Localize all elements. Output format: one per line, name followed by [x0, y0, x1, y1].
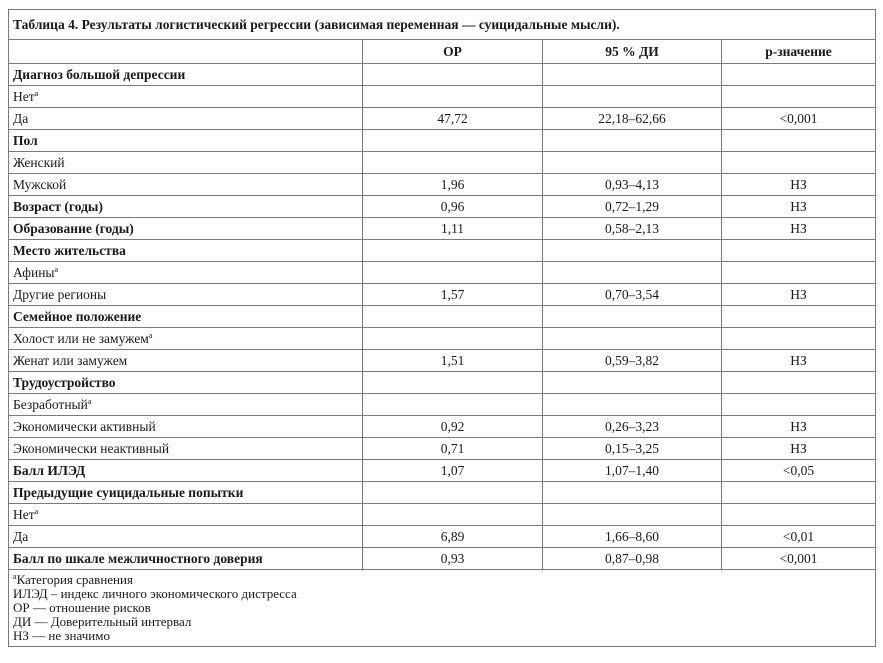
row-label: [9, 152, 363, 174]
odds-ratio-cell: 1,96: [363, 174, 543, 196]
odds-ratio-cell: [363, 262, 543, 284]
logistic-regression-table: [8, 9, 876, 647]
confidence-interval-cell: 1,07–1,40: [543, 460, 722, 482]
p-value-cell: [722, 64, 876, 86]
reference-category-marker: a: [34, 89, 39, 98]
footnote-text: ОР — отношение рисков: [13, 600, 151, 615]
table-row: [9, 240, 876, 262]
row-label-text: Безработный: [13, 397, 88, 412]
confidence-interval-cell: [543, 86, 722, 108]
table-row: [9, 482, 876, 504]
footnote-text: ИЛЭД – индекс личного экономического дистресса: [13, 586, 297, 601]
table-notes: [9, 570, 876, 647]
row-label-text: Нет: [13, 507, 35, 522]
confidence-interval-cell: 0,15–3,25: [543, 438, 722, 460]
odds-ratio-cell: 1,57: [363, 284, 543, 306]
row-label: [9, 372, 363, 394]
row-label: [9, 284, 363, 306]
row-label-text: Мужской: [13, 177, 67, 192]
odds-ratio-cell: [363, 306, 543, 328]
row-label-text: Балл по шкале межличностного доверия: [13, 551, 263, 566]
confidence-interval-cell: 1,66–8,60: [543, 526, 722, 548]
table-row: [9, 394, 876, 416]
odds-ratio-cell: [363, 504, 543, 526]
row-label-text: Предыдущие суицидальные попытки: [13, 485, 244, 500]
p-value-cell: <0,001: [722, 108, 876, 130]
row-label: [9, 526, 363, 548]
p-value-cell: НЗ: [722, 416, 876, 438]
p-value-cell: НЗ: [722, 174, 876, 196]
header-empty: [9, 40, 363, 64]
confidence-interval-cell: 22,18–62,66: [543, 108, 722, 130]
odds-ratio-cell: 1,11: [363, 218, 543, 240]
p-value-cell: [722, 482, 876, 504]
odds-ratio-cell: 0,71: [363, 438, 543, 460]
p-value-cell: НЗ: [722, 438, 876, 460]
confidence-interval-cell: 0,87–0,98: [543, 548, 722, 570]
confidence-interval-cell: [543, 372, 722, 394]
table-row: [9, 174, 876, 196]
row-label: [9, 394, 363, 416]
table-body: [9, 64, 876, 570]
odds-ratio-cell: 0,96: [363, 196, 543, 218]
odds-ratio-cell: [363, 372, 543, 394]
row-label-text: Пол: [13, 133, 38, 148]
row-label: [9, 438, 363, 460]
table-caption: Таблица 4. Результаты логистический регрессии (зависимая переменная — суицидальные мысли).: [9, 10, 876, 40]
row-label-text: Женский: [13, 155, 65, 170]
odds-ratio-cell: [363, 394, 543, 416]
caption-row: [9, 10, 876, 40]
row-label-text: Другие регионы: [13, 287, 107, 302]
table-row: [9, 504, 876, 526]
p-value-cell: <0,01: [722, 526, 876, 548]
footnote: [13, 573, 871, 587]
row-label: [9, 460, 363, 482]
table-row: [9, 86, 876, 108]
confidence-interval-cell: [543, 504, 722, 526]
confidence-interval-cell: 0,58–2,13: [543, 218, 722, 240]
row-label: [9, 86, 363, 108]
table-row: [9, 196, 876, 218]
header-ci: 95 % ДИ: [543, 40, 722, 64]
header-or: ОР: [363, 40, 543, 64]
p-value-cell: [722, 86, 876, 108]
row-label: [9, 548, 363, 570]
row-label: [9, 306, 363, 328]
notes-row: [9, 570, 876, 647]
p-value-cell: НЗ: [722, 350, 876, 372]
p-value-cell: НЗ: [722, 284, 876, 306]
header-p-value: p-значение: [722, 40, 876, 64]
row-label-text: Афины: [13, 265, 55, 280]
table-row: [9, 372, 876, 394]
p-value-cell: [722, 372, 876, 394]
confidence-interval-cell: 0,93–4,13: [543, 174, 722, 196]
reference-category-marker: a: [87, 397, 92, 406]
footnote: [13, 615, 871, 629]
p-value-cell: [722, 240, 876, 262]
row-label: [9, 262, 363, 284]
footnote-text: Категория сравнения: [16, 572, 133, 587]
odds-ratio-cell: [363, 482, 543, 504]
table-row: [9, 548, 876, 570]
table-row: [9, 306, 876, 328]
confidence-interval-cell: [543, 152, 722, 174]
p-value-cell: [722, 504, 876, 526]
table-row: [9, 416, 876, 438]
odds-ratio-cell: 0,93: [363, 548, 543, 570]
odds-ratio-cell: 0,92: [363, 416, 543, 438]
results-table-container: [8, 9, 875, 647]
table-row: [9, 130, 876, 152]
row-label-text: Место жительства: [13, 243, 126, 258]
odds-ratio-cell: 1,07: [363, 460, 543, 482]
row-label-text: Холост или не замужем: [13, 331, 149, 346]
header-row: [9, 40, 876, 64]
table-row: [9, 108, 876, 130]
confidence-interval-cell: 0,26–3,23: [543, 416, 722, 438]
table-row: [9, 526, 876, 548]
row-label: [9, 482, 363, 504]
p-value-cell: <0,001: [722, 548, 876, 570]
odds-ratio-cell: [363, 86, 543, 108]
confidence-interval-cell: 0,72–1,29: [543, 196, 722, 218]
p-value-cell: [722, 394, 876, 416]
odds-ratio-cell: 47,72: [363, 108, 543, 130]
confidence-interval-cell: [543, 262, 722, 284]
table-row: [9, 350, 876, 372]
table-row: [9, 438, 876, 460]
odds-ratio-cell: 6,89: [363, 526, 543, 548]
p-value-cell: [722, 306, 876, 328]
confidence-interval-cell: 0,59–3,82: [543, 350, 722, 372]
table-row: [9, 460, 876, 482]
p-value-cell: [722, 328, 876, 350]
row-label-text: Возраст (годы): [13, 199, 103, 214]
odds-ratio-cell: [363, 152, 543, 174]
p-value-cell: НЗ: [722, 218, 876, 240]
odds-ratio-cell: [363, 130, 543, 152]
confidence-interval-cell: [543, 394, 722, 416]
row-label: [9, 504, 363, 526]
p-value-cell: НЗ: [722, 196, 876, 218]
odds-ratio-cell: [363, 64, 543, 86]
footnote-marker: a: [13, 572, 17, 581]
footnote-text: ДИ — Доверительный интервал: [13, 614, 192, 629]
row-label: [9, 416, 363, 438]
confidence-interval-cell: [543, 130, 722, 152]
table-row: [9, 262, 876, 284]
row-label-text: Экономически активный: [13, 419, 156, 434]
row-label-text: Семейное положение: [13, 309, 142, 324]
row-label-text: Диагноз большой депрессии: [13, 67, 186, 82]
row-label-text: Экономически неактивный: [13, 441, 170, 456]
table-row: [9, 152, 876, 174]
row-label: [9, 196, 363, 218]
p-value-cell: [722, 152, 876, 174]
row-label: [9, 328, 363, 350]
row-label-text: Да: [13, 111, 29, 126]
footnote-text: НЗ — не значимо: [13, 628, 110, 643]
row-label-text: Трудоустройство: [13, 375, 116, 390]
confidence-interval-cell: [543, 328, 722, 350]
p-value-cell: [722, 262, 876, 284]
row-label-text: Балл ИЛЭД: [13, 463, 86, 478]
footnote: [13, 587, 871, 601]
row-label-text: Нет: [13, 89, 35, 104]
row-label: [9, 64, 363, 86]
footnote: [13, 629, 871, 643]
confidence-interval-cell: [543, 482, 722, 504]
row-label: [9, 108, 363, 130]
row-label: [9, 350, 363, 372]
odds-ratio-cell: [363, 328, 543, 350]
row-label-text: Женат или замужем: [13, 353, 128, 368]
table-row: [9, 64, 876, 86]
confidence-interval-cell: 0,70–3,54: [543, 284, 722, 306]
row-label-text: Образование (годы): [13, 221, 134, 236]
row-label: [9, 130, 363, 152]
p-value-cell: <0,05: [722, 460, 876, 482]
confidence-interval-cell: [543, 64, 722, 86]
row-label: [9, 218, 363, 240]
reference-category-marker: a: [54, 265, 59, 274]
p-value-cell: [722, 130, 876, 152]
table-row: [9, 328, 876, 350]
row-label: [9, 240, 363, 262]
table-row: [9, 218, 876, 240]
odds-ratio-cell: 1,51: [363, 350, 543, 372]
reference-category-marker: a: [148, 331, 153, 340]
reference-category-marker: a: [34, 507, 39, 516]
table-row: [9, 284, 876, 306]
footnote: [13, 601, 871, 615]
confidence-interval-cell: [543, 240, 722, 262]
confidence-interval-cell: [543, 306, 722, 328]
row-label-text: Да: [13, 529, 29, 544]
row-label: [9, 174, 363, 196]
odds-ratio-cell: [363, 240, 543, 262]
